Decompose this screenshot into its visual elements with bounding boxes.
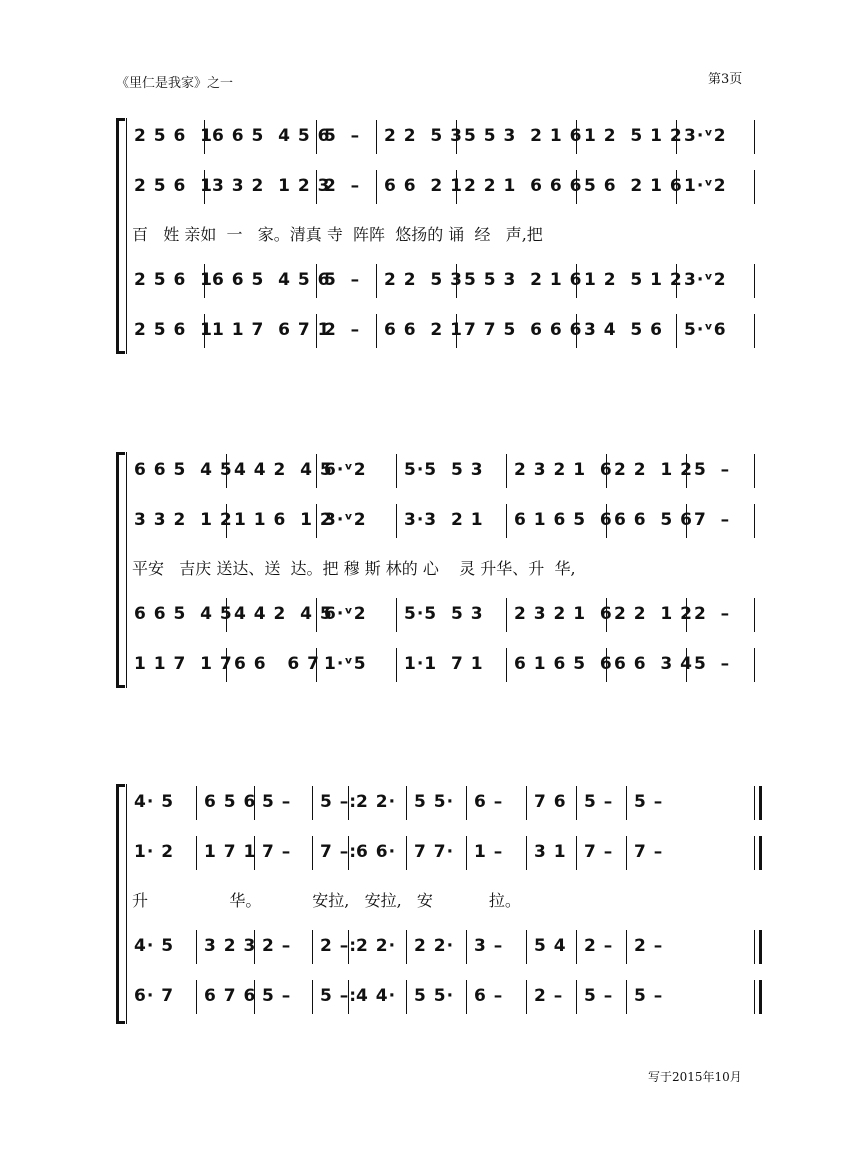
barline	[754, 170, 755, 204]
barline	[316, 264, 317, 298]
barline	[676, 314, 677, 348]
barline	[348, 980, 349, 1014]
barline	[576, 264, 577, 298]
barline	[676, 264, 677, 298]
measure: 6 1 6 5 6	[514, 510, 613, 530]
score-system-1	[116, 118, 756, 354]
measure: 2 3 2 1 6	[514, 460, 613, 480]
barline	[686, 504, 687, 538]
barline	[506, 598, 507, 632]
measure: 5 4	[534, 936, 567, 956]
barline	[456, 264, 457, 298]
measure: 6·ᵛ2	[324, 604, 367, 624]
measure: 5·ᵛ6	[684, 320, 727, 340]
notation-row	[132, 320, 756, 350]
footer-note: 写于2015年10月	[648, 1070, 742, 1084]
measure: 5 5 3 2 1 6	[464, 270, 583, 290]
measure: 2 3 2 1 6	[514, 604, 613, 624]
measure: 6·ᵛ2	[324, 460, 367, 480]
measure: 2 2 1 2	[614, 604, 693, 624]
measure: 2 –	[534, 986, 564, 1006]
measure: 5 5·	[414, 986, 455, 1006]
barline	[312, 836, 313, 870]
barline	[576, 314, 577, 348]
measure: 7 –:	[320, 842, 358, 862]
barline	[526, 930, 527, 964]
measure: 3·3 2 1	[404, 510, 484, 530]
measure: 1 2 5 1 2	[584, 126, 683, 146]
measure: 5 –	[584, 986, 614, 1006]
barline	[576, 836, 577, 870]
measure: 5·5 5 3	[404, 460, 484, 480]
barline	[606, 598, 607, 632]
measure: 5 –:	[320, 986, 358, 1006]
barline	[226, 504, 227, 538]
measure: 5 5·	[414, 792, 455, 812]
measure: 6 6 5 4 5	[134, 604, 233, 624]
page-number: 第3页	[708, 72, 743, 87]
barline	[456, 120, 457, 154]
barline	[396, 598, 397, 632]
barline	[466, 836, 467, 870]
score-system-2	[116, 452, 756, 688]
measure: 4 4·	[356, 986, 397, 1006]
measure: 1 1 7 6 7 1	[212, 320, 331, 340]
measure: 5 –:	[320, 792, 358, 812]
notation-row	[132, 936, 756, 966]
barline	[676, 120, 677, 154]
barline	[316, 314, 317, 348]
notation-row	[132, 510, 756, 540]
measure: 6 –	[474, 792, 504, 812]
barline	[396, 504, 397, 538]
lyric-line: 平安 吉庆 送达、送 达。把 穆 斯 林的 心 灵 升华、升 华,	[132, 559, 576, 578]
measure: 2 2·	[356, 792, 397, 812]
barline	[606, 648, 607, 682]
measure: 3·ᵛ2	[684, 270, 727, 290]
measure: 6· 7	[134, 986, 175, 1006]
measure: 5·5 5 3	[404, 604, 484, 624]
measure: 1· 2	[134, 842, 175, 862]
measure: 3 3 2 1 2 3	[212, 176, 331, 196]
measure: 2 2 1 2	[614, 460, 693, 480]
barline	[348, 930, 349, 964]
barline	[526, 836, 527, 870]
measure: 3 3 2 1 2	[134, 510, 233, 530]
measure: 2 –:	[320, 936, 358, 956]
barline	[406, 930, 407, 964]
measure: 6 6·	[356, 842, 397, 862]
barline	[754, 504, 755, 538]
measure: 6 6 2 1	[384, 320, 463, 340]
lyric-line: 升 华。 安拉, 安拉, 安 拉。	[132, 891, 521, 910]
measure: 3 1	[534, 842, 567, 862]
measure: 4 4 2 4 5	[234, 604, 333, 624]
barline	[406, 786, 407, 820]
barline	[526, 980, 527, 1014]
final-barline	[754, 980, 762, 1014]
lyric-line: 百 姓 亲如 一 家。清真 寺 阵阵 悠扬的 诵 经 声,把	[132, 225, 543, 244]
measure: 7 7 5 6 6 6	[464, 320, 583, 340]
measure: 3 2 3	[204, 936, 257, 956]
barline	[316, 648, 317, 682]
notation-row	[132, 460, 756, 490]
barline	[676, 170, 677, 204]
score-system-3	[116, 784, 756, 1024]
barline	[204, 264, 205, 298]
measure: 5 –	[262, 792, 292, 812]
barline	[754, 648, 755, 682]
measure: 1 7 1	[204, 842, 257, 862]
measure: 6 6 5 6	[614, 510, 693, 530]
barline	[376, 120, 377, 154]
measure: 2 –	[634, 936, 664, 956]
barline	[606, 454, 607, 488]
barline	[254, 980, 255, 1014]
measure: 3·ᵛ2	[324, 510, 367, 530]
barline	[754, 454, 755, 488]
barline	[396, 454, 397, 488]
measure: 2 –	[324, 320, 361, 340]
barline	[204, 170, 205, 204]
measure: 7 –	[262, 842, 292, 862]
barline	[576, 930, 577, 964]
barline	[204, 120, 205, 154]
barline	[526, 786, 527, 820]
measure: 5 6 2 1 6	[584, 176, 683, 196]
barline	[406, 980, 407, 1014]
barline	[376, 314, 377, 348]
barline	[204, 314, 205, 348]
barline	[466, 930, 467, 964]
notation-row	[132, 604, 756, 634]
measure: 7 7·	[414, 842, 455, 862]
measure: 1 2 5 1 2	[584, 270, 683, 290]
barline	[196, 980, 197, 1014]
barline	[312, 930, 313, 964]
barline	[754, 264, 755, 298]
barline	[576, 786, 577, 820]
notation-row	[132, 176, 756, 206]
measure: 1·ᵛ2	[684, 176, 727, 196]
barline	[226, 598, 227, 632]
measure: 6 6 5 4 5	[134, 460, 233, 480]
barline	[466, 980, 467, 1014]
barline	[626, 930, 627, 964]
measure: 2 5 6 1	[134, 126, 213, 146]
final-barline	[754, 930, 762, 964]
barline	[686, 454, 687, 488]
measure: 3 –	[474, 936, 504, 956]
barline	[254, 930, 255, 964]
barline	[196, 836, 197, 870]
measure: 3 4 5 6	[584, 320, 663, 340]
barline	[376, 170, 377, 204]
measure: 1 1 6 1 2	[234, 510, 333, 530]
measure: 2 –	[694, 604, 731, 624]
barline	[506, 454, 507, 488]
measure: 2 –	[262, 936, 292, 956]
barline	[312, 786, 313, 820]
notation-row	[132, 842, 756, 872]
barline	[396, 648, 397, 682]
measure: 4· 5	[134, 792, 175, 812]
measure: 1·ᵛ5	[324, 654, 367, 674]
barline	[316, 170, 317, 204]
system-line	[126, 452, 127, 688]
barline	[316, 598, 317, 632]
barline	[226, 454, 227, 488]
system-line	[126, 784, 127, 1024]
measure: 4· 5	[134, 936, 175, 956]
measure: 7 –	[694, 510, 731, 530]
barline	[196, 786, 197, 820]
measure: 6 7 6	[204, 986, 257, 1006]
barline	[316, 504, 317, 538]
measure: 6 6 3 4	[614, 654, 693, 674]
measure: 5 –	[634, 986, 664, 1006]
measure: 1 1 7 1 7	[134, 654, 233, 674]
measure: 6 6 2 1	[384, 176, 463, 196]
barline	[316, 120, 317, 154]
barline	[754, 314, 755, 348]
barline	[626, 786, 627, 820]
system-line	[126, 118, 127, 354]
measure: 5 5 3 2 1 6	[464, 126, 583, 146]
barline	[754, 120, 755, 154]
measure: 5 –	[324, 126, 361, 146]
notation-row	[132, 654, 756, 684]
barline	[576, 170, 577, 204]
measure: 2 –	[324, 176, 361, 196]
measure: 7 –	[584, 842, 614, 862]
barline	[686, 648, 687, 682]
barline	[254, 836, 255, 870]
final-barline	[754, 786, 762, 820]
measure: 6 6 5 4 5 6	[212, 270, 331, 290]
barline	[376, 264, 377, 298]
measure: 6 6 6 7	[234, 654, 320, 674]
measure: 2 2·	[356, 936, 397, 956]
measure: 6 –	[474, 986, 504, 1006]
measure: 5 –	[262, 986, 292, 1006]
measure: 5 –	[694, 460, 731, 480]
final-barline	[754, 836, 762, 870]
barline	[466, 786, 467, 820]
measure: 2 2·	[414, 936, 455, 956]
notation-row	[132, 270, 756, 300]
page-title: 《里仁是我家》之一	[116, 76, 234, 91]
measure: 5 –	[324, 270, 361, 290]
notation-row	[132, 792, 756, 822]
barline	[506, 648, 507, 682]
measure: 2 5 6 1	[134, 320, 213, 340]
barline	[348, 786, 349, 820]
measure: 5 –	[584, 792, 614, 812]
measure: 5 –	[634, 792, 664, 812]
measure: 6 5 6	[204, 792, 257, 812]
measure: 5 –	[694, 654, 731, 674]
barline	[406, 836, 407, 870]
barline	[626, 836, 627, 870]
barline	[686, 598, 687, 632]
barline	[754, 598, 755, 632]
measure: 2 2 5 3	[384, 270, 463, 290]
measure: 6 6 5 4 5 6	[212, 126, 331, 146]
barline	[226, 648, 227, 682]
measure: 4 4 2 4 5	[234, 460, 333, 480]
measure: 3·ᵛ2	[684, 126, 727, 146]
barline	[576, 980, 577, 1014]
measure: 1·1 7 1	[404, 654, 484, 674]
measure: 6 1 6 5 6	[514, 654, 613, 674]
barline	[196, 930, 197, 964]
measure: 2 5 6 1	[134, 270, 213, 290]
barline	[456, 314, 457, 348]
measure: 2 2 1 6 6 6	[464, 176, 583, 196]
barline	[316, 454, 317, 488]
barline	[506, 504, 507, 538]
measure: 7 6	[534, 792, 567, 812]
barline	[456, 170, 457, 204]
notation-row	[132, 986, 756, 1016]
barline	[254, 786, 255, 820]
measure: 2 2 5 3	[384, 126, 463, 146]
measure: 7 –	[634, 842, 664, 862]
barline	[312, 980, 313, 1014]
barline	[576, 120, 577, 154]
measure: 2 5 6 1	[134, 176, 213, 196]
barline	[626, 980, 627, 1014]
barline	[606, 504, 607, 538]
measure: 1 –	[474, 842, 504, 862]
notation-row	[132, 126, 756, 156]
measure: 2 –	[584, 936, 614, 956]
barline	[348, 836, 349, 870]
